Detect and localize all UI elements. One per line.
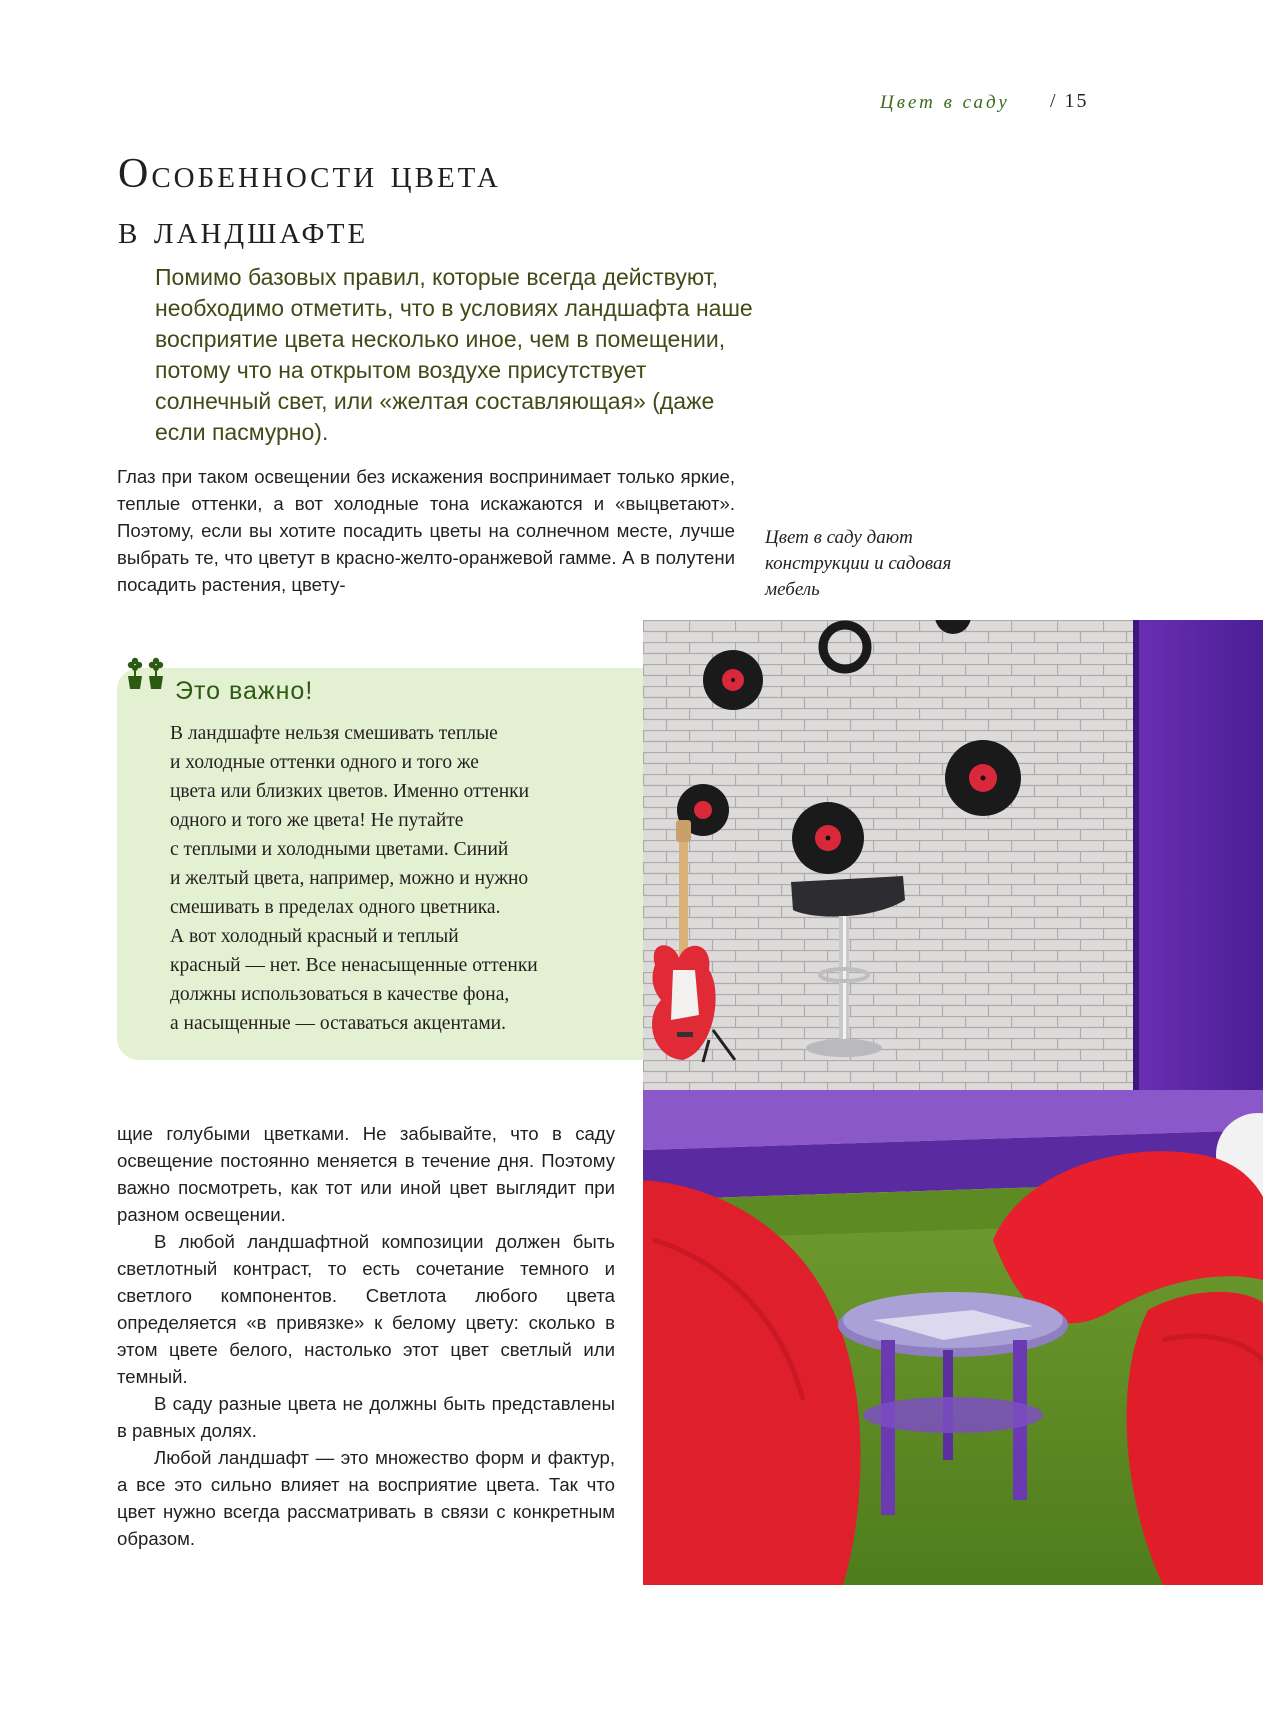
callout-line: и холодные оттенки одного и того же	[170, 752, 479, 773]
body-text-bottom	[117, 1120, 615, 1552]
page-title	[118, 146, 501, 258]
callout-text	[170, 719, 610, 1038]
callout-line: смешивать в пределах одного цветника.	[170, 897, 501, 918]
photo-caption: Цвет в саду дают конструкции и садовая мебель	[765, 527, 952, 600]
callout-line: В ландшафте нельзя смешивать теплые	[170, 723, 498, 744]
lead-paragraph: Помимо базовых правил, которые всегда действуют, необходимо отметить, что в условиях ландшафта наше восприятие цвета несколько иное, чем в помещении, потому что на открытом воздухе присутствует солнечный свет, или «желтая составляющая» (даже если пасмурно).	[155, 264, 753, 445]
callout-line: красный — нет. Все ненасыщенные оттенки	[170, 955, 538, 976]
body-text-top	[117, 463, 735, 598]
callout-line: с теплыми и холодными цветами. Синий	[170, 839, 509, 860]
body-paragraph: В саду разные цвета не должны быть представлены в равных долях.	[117, 1393, 615, 1441]
running-title: Цвет в саду	[880, 92, 1010, 113]
title-line-1: Особенности цвета	[118, 151, 501, 197]
callout-title: Это важно!	[175, 677, 314, 705]
body-paragraph: Любой ландшафт — это множество форм и фактур, а все это сильно влияет на восприятие цвета. Так что цвет нужно всегда рассматривать в связи с конкретным образом.	[117, 1447, 615, 1549]
callout-line: и желтый цвета, например, можно и нужно	[170, 868, 529, 889]
body-paragraph: Глаз при таком освещении без искажения воспринимает только яркие, теплые оттенки, а вот холодные тона искажаются и «выцветают». Поэтому, если вы хотите посадить цветы на солнечном месте, лучше выбрать те, что цветут в красно-желто-оранжевой гамме. А в полутени посадить растения, цвету-	[117, 466, 735, 595]
callout-line: а насыщенные — оставаться акцентами.	[170, 1013, 506, 1034]
callout-line: должны использоваться в качестве фона,	[170, 984, 510, 1005]
callout-line: цвета или близких цветов. Именно оттенки	[170, 781, 530, 802]
garden-photo	[643, 620, 1263, 1585]
garden-photo-illustration	[643, 620, 1263, 1585]
page-number: / 15	[1050, 90, 1089, 112]
callout-line: одного и того же цвета! Не путайте	[170, 810, 464, 831]
body-paragraph: щие голубыми цветками. Не забывайте, что в саду освещение постоянно меняется в течение дня. Поэтому важно посмотреть, как тот или иной цвет выглядит при разном освещении.	[117, 1123, 615, 1225]
flower-pots-icon	[125, 655, 169, 695]
title-line-2: в ландшафте	[118, 207, 369, 253]
callout-line: А вот холодный красный и теплый	[170, 926, 459, 947]
body-paragraph: В любой ландшафтной композиции должен быть светлотный контраст, то есть сочетание темного и светлого компонентов. Светлота любого цвета определяется «в привязке» к белому цвету: сколько в этом цвете белого, настолько этот цвет светлый или темный.	[117, 1231, 615, 1387]
